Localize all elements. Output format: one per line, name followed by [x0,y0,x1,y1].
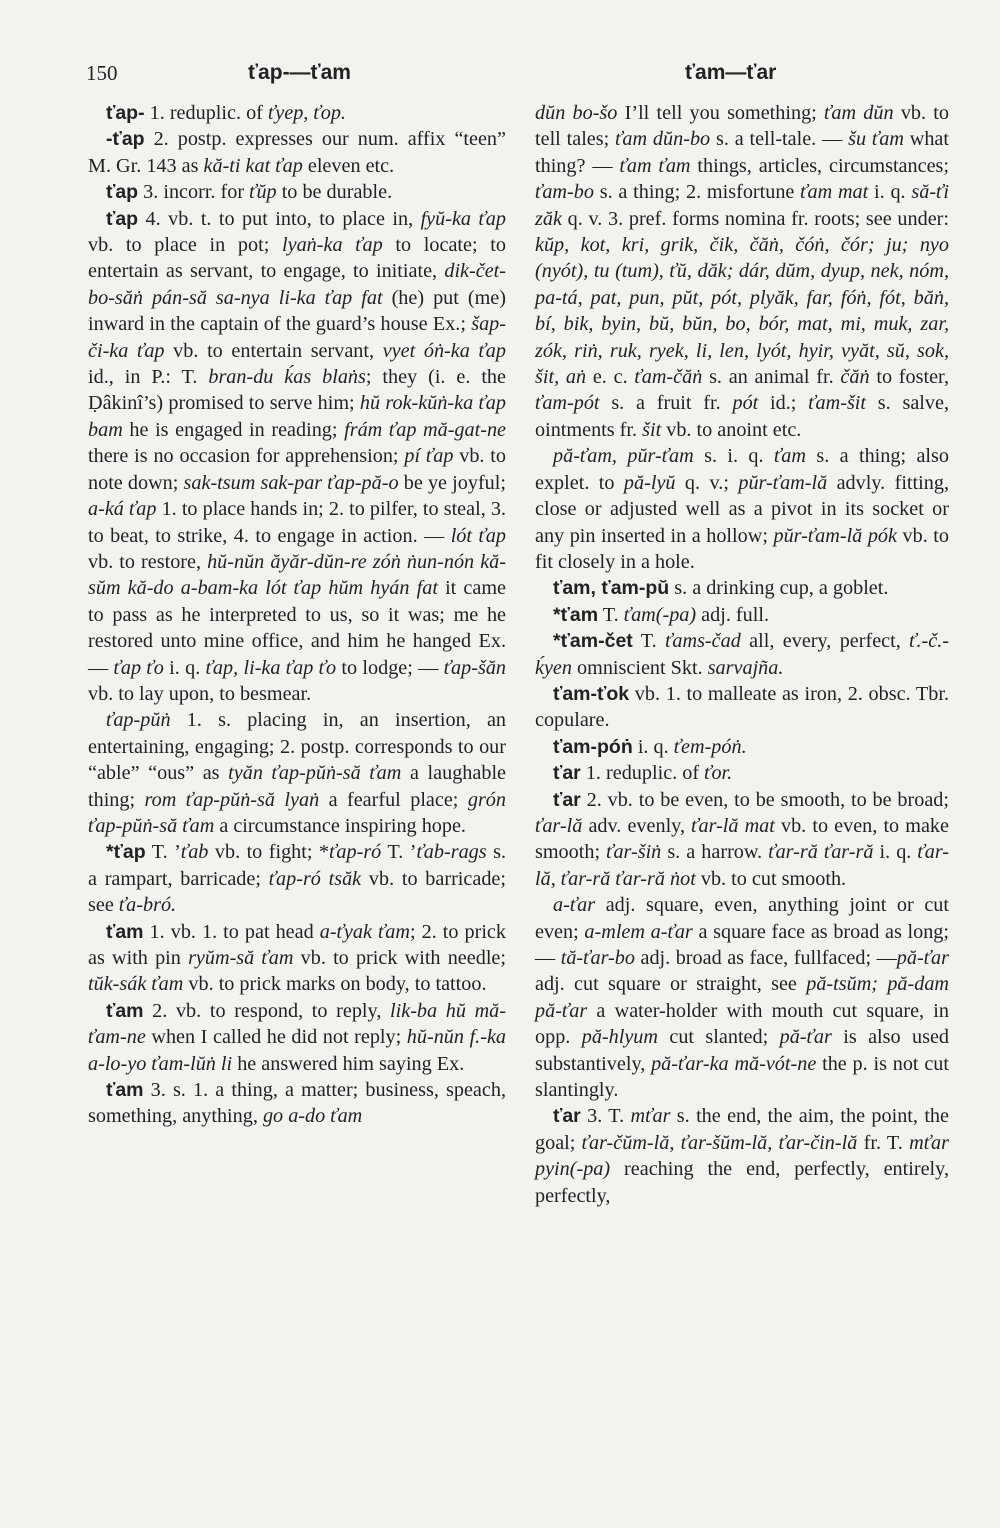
entry-text: vb. 1. to malleate as iron, 2. obsc. Tbr. copulare. [535,682,949,732]
entry-text: 2. vb. to be even, to be smooth, to be broad; ťar-lă adv. evenly, ťar-lă mat vb. to even, to make smooth; ťar-šiṅ s. a harrow. ťar-ră ťar-ră i. q. ťar-lă, ťar-ră ťar-ră ṅot vb. to cut smooth. [535,788,950,890]
entry-headword: ťar [553,1105,581,1128]
dictionary-entry [535,734,949,760]
dictionary-entry [88,919,506,998]
entry-text: 3. incorr. for ťŭp to be durable. [138,181,393,204]
entry-headword: *ťam [553,603,599,626]
dictionary-entry [535,892,949,1103]
running-head [86,58,942,88]
entry-headword: ťam [106,1079,144,1102]
entry-headword: -ťap [106,128,145,151]
entry-text: dŭn bo-šo I’ll tell you something; ťam dŭn vb. to tell tales; ťam dŭn-bo s. a tell-tale. — šu ťam what thing? — ťam ťam things, articles, circumstances; ťam-bo s. a thing; 2. misfortune ťam mat i. q. să-ťi zăk q. v. 3. pref. forms nomina fr. roots; see under: kŭp, kot, kri, grik, čik, čăṅ, čóṅ, čór; ju; nyo (nyót), tu (tum), ťŭ, dăk; dár, dŭm, dyup, nek, nóm, pa-tá, pat, pun, pŭt, pót, plyăk, far, fóṅ, fót, băṅ, bí, bik, byin, bŭ, bŭn, bo, bór, mat, mi, muk, zar, zók, riṅ, ruk, ryek, li, len, lyót, hyir, vyăt, sŭ, sok, šit, aṅ e. c. ťam-čăṅ s. an animal fr. čăṅ to foster, ťam-pót s. a fruit fr. pót id.; ťam-šit s. salve, ointments fr. šit vb. to anoint etc. [535,102,950,441]
running-head-left: ťap-—ťam [248,61,351,84]
dictionary-entry [88,707,506,839]
dictionary-entry [535,602,949,628]
entry-text: 2. postp. expresses our num. affix “teen” M. Gr. 143 as kă-ti kat ťap eleven etc. [88,128,506,177]
entry-headword: ťam [106,999,144,1022]
entry-headword: ťap [106,181,139,204]
dictionary-entry [88,100,506,126]
right-column [535,100,949,1209]
dictionary-entry [535,681,949,734]
entry-headword: ťap- [106,102,145,124]
entry-text: i. q. ťem-póṅ. [632,735,747,758]
entry-text: 2. vb. to respond, to reply, lik-ba hŭ mă-ťam-ne when I called he did not reply; hŭ-nŭn f.-ka a-lo-yo ťam-lŭṅ li he answered him saying Ex. [88,999,506,1075]
entry-headword: ťam [106,920,144,943]
entry-headword: ťam, ťam-pŭ [553,577,670,600]
entry-text: s. a drinking cup, a goblet. [669,577,889,600]
dictionary-entry [88,1077,506,1130]
dictionary-entry [535,628,949,681]
dictionary-entry [535,1103,949,1209]
running-head-right: ťam—ťar [685,61,777,84]
entry-headword: ťam-ťok [553,682,630,705]
dictionary-entry [88,206,506,708]
page-number: 150 [86,61,118,85]
dictionary-entry [88,179,506,205]
dictionary-entry [535,575,949,601]
entry-headword: ťar [553,788,581,811]
entry-text: T. ’ťab vb. to fight; *ťap-ró T. ’ťab-rags s. a rampart, barricade; ťap-ró tsăk vb. to barricade; see ťa-bró. [88,841,506,917]
entry-text: a-ťar adj. square, even, anything joint or cut even; a-mlem a-ťar a square face as broad as long; — tă-ťar-bo adj. broad as face, fullfaced; —pă-ťar adj. cut square or straight, see pă-tsŭm; pă-dam pă-ťar a water-holder with mouth cut square, in opp. pă-hlyum cut slanted; pă-ťar is also used substantively, pă-ťar-ka mă-vót-ne the p. is not cut slantingly. [535,894,950,1102]
entry-text: 1. reduplic. of ťyep, ťop. [144,102,346,124]
dictionary-entry [88,839,506,918]
entry-text: 3. s. 1. a thing, a matter; business, speach, something, anything, go a-do ťam [88,1079,506,1128]
entry-headword: ťap [106,207,139,230]
dictionary-entry [535,100,949,443]
entry-text: T. ťams-čad all, every, perfect, ť.-č.-ḱyen omniscient Skt. sarvajña. [535,630,950,679]
dictionary-entry [88,998,506,1077]
entry-text: 4. vb. t. to put into, to place in, fyŭ-ka ťap vb. to place in pot; lyaṅ-ka ťap to locate; to entertain as servant, to engage, to initiate, dik-čet-bo-săṅ pán-să sa-nya li-ka ťap fat (he) put (me) inward in the captain of the guard’s house Ex.; šap-či-ka ťap vb. to entertain servant, vyet óṅ-ka ťap id., in P.: T. bran-du ḱas blaṅs; they (i. e. the Ḍâkinî’s) promised to serve him; hŭ rok-kŭṅ-ka ťap bam he is engaged in reading; frám ťap mă-gat-ne there is no occasion for apprehension; pí ťap vb. to note down; sak-tsum sak-par ťap-pă-o be ye joyful; a-ká ťap 1. to place hands in; 2. to pilfer, to steal, 3. to beat, to strike, 4. to engage in action. — lót ťap vb. to restore, hŭ-nŭn ăyăr-dŭn-re zóṅ ṅun-nón kă-sŭm kă-do a-bam-ka lót ťap hŭm hyán fat it came to pass as he interpreted to us, so it was; me he restored unto mine office, and him he hanged Ex. — ťap ťo i. q. ťap, li-ka ťap ťo to lodge; — ťap-šăn vb. to lay upon, to besmear. [88,207,507,705]
entry-text: 1. reduplic. of ťor. [580,762,733,785]
entry-text: T. ťam(-pa) adj. full. [598,603,769,626]
entry-text: 3. T. mťar s. the end, the aim, the point, the goal; ťar-čŭm-lă, ťar-šŭm-lă, ťar-čin-lă fr. T. mťar pyin(-pa) reaching the end, perfectly, entirely, perfectly, [535,1105,949,1207]
dictionary-entry [535,787,949,893]
entry-text: 1. vb. 1. to pat head a-ťyak ťam; 2. to prick as with pin ryŭm-să ťam vb. to prick with needle; tŭk-sák ťam vb. to prick marks on body, to tattoo. [88,920,506,996]
entry-headword: ťam-póṅ [553,735,633,758]
dictionary-entry [535,760,949,786]
entry-headword: ťar [553,762,581,785]
dictionary-entry [535,443,949,575]
entry-text: pă-ťam, pŭr-ťam s. i. q. ťam s. a thing; also explet. to pă-lyŭ q. v.; pŭr-ťam-lă advly. fitting, close or adjusted well as a pivot in its socket or any pin inserted in a hollow; pŭr-ťam-lă pók vb. to fit closely in a hole. [535,445,949,573]
entry-text: ťap-pŭṅ 1. s. placing in, an insertion, an entertaining, engaging; 2. postp. corresponds to our “able” “ous” as tyăn ťap-pŭṅ-să ťam a laughable thing; rom ťap-pŭṅ-să lyaṅ a fearful place; grón ťap-pŭṅ-să ťam a circumstance inspiring hope. [88,709,507,837]
entry-headword: *ťam-čet [553,630,633,653]
entry-headword: *ťap [106,841,146,864]
dictionary-entry [88,126,506,179]
left-column [88,100,506,1130]
